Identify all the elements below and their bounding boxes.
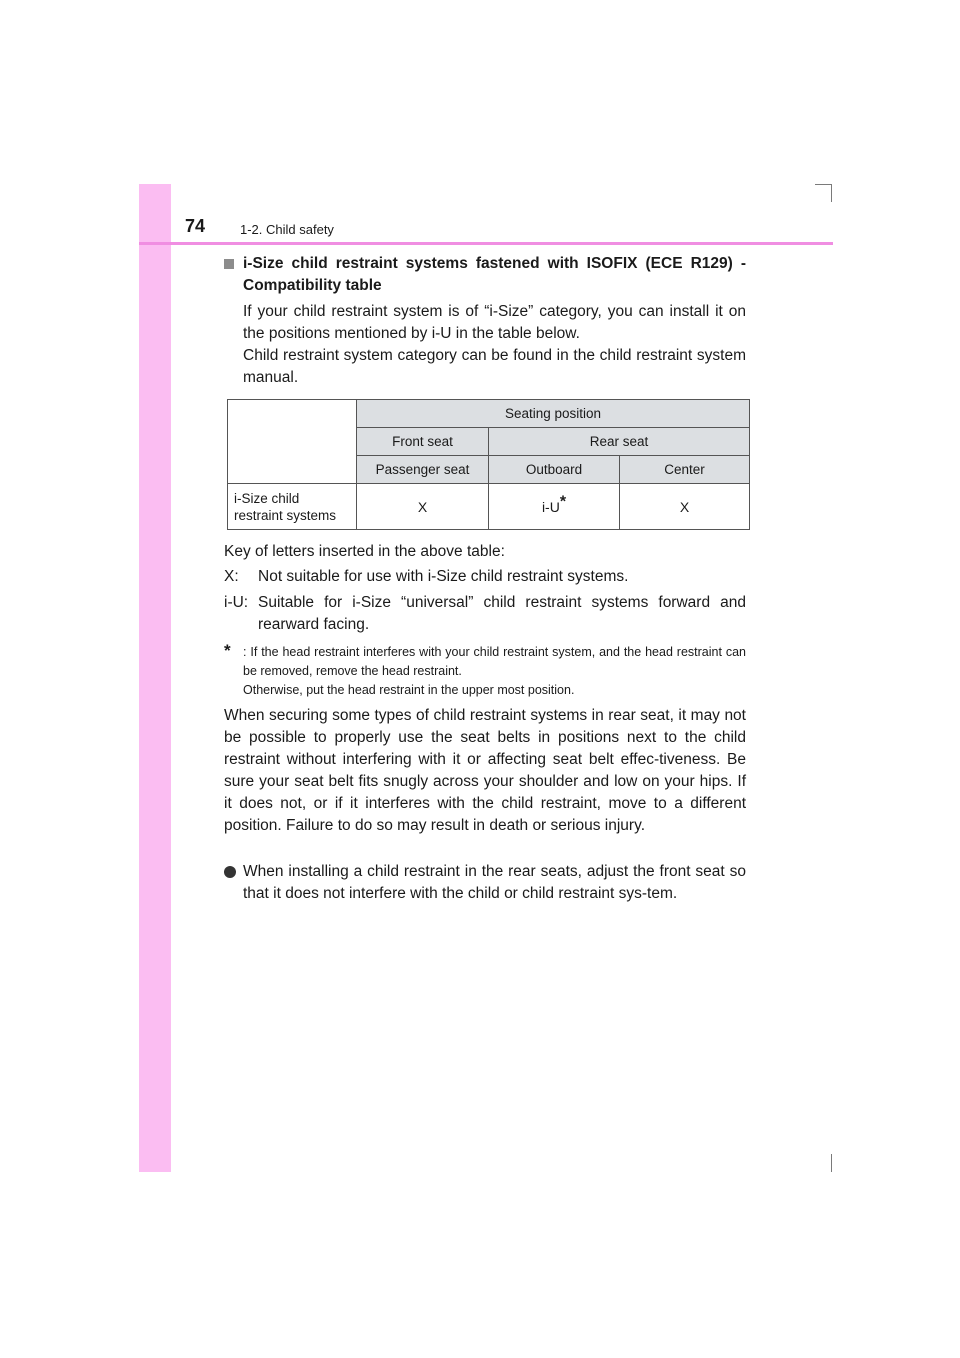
page-number: 74 [185,216,206,236]
key-x-definition: Not suitable for use with i-Size child restraint systems. [258,568,629,585]
footnote-text-1: : If the head restraint interferes with your child restraint system, and the head restraint can be removed, remove the head restraint. [243,645,746,678]
crop-mark-top [815,184,831,185]
passenger-seat-header: Passenger seat [357,456,489,484]
footnote-mark: * [224,641,231,660]
seating-position-header: Seating position [357,400,750,428]
round-bullet-icon [224,866,236,878]
bullet-item [224,861,746,905]
outboard-value-text: i-U [541,498,560,515]
key-x-term: X: [224,568,239,585]
footnote-text-2: Otherwise, put the head restraint in the upper most position. [243,683,575,697]
footnote-asterisk: * [559,492,567,510]
crop-mark-top-vertical [831,184,832,202]
table-corner-cell [228,400,357,484]
center-value: X [620,484,750,530]
outboard-value [489,484,620,530]
front-seat-header: Front seat [357,428,489,456]
square-bullet-icon [224,259,234,269]
warning-paragraph: When securing some types of child restraint systems in rear seat, it may not be possible to properly use the seat belts in positions next to the child restraint without interfering with it or affecting seat belt effec-tiveness. Be sure your seat belt fits snugly across your shoulder and low on your hips. If it does not, or if it interferes with the child restraint, move to a different position. Failure to do so may result in death or serious injury. [224,707,746,834]
header-rule [139,242,833,245]
footnote [224,643,746,700]
bullet-text: When installing a child restraint in the rear seats, adjust the front seat so that it does not interfere with the child or child restraint sys-tem. [243,863,746,902]
passenger-seat-value: X [357,484,489,530]
section-heading [224,253,746,297]
heading-text: i-Size child restraint systems fastened with ISOFIX (ECE R129) - Compatibility table [243,255,746,294]
compatibility-table [227,399,750,530]
intro-paragraph-2: Child restraint system category can be found in the child restraint system manual. [243,347,746,386]
outboard-header: Outboard [489,456,620,484]
key-iu-definition: Suitable for i-Size “universal” child restraint systems forward and rearward facing. [258,594,746,633]
intro-paragraph-1: If your child restraint system is of “i-Size” category, you can install it on the positions mentioned by i-U in the table below. [243,303,746,342]
center-header: Center [620,456,750,484]
row-label-isize: i-Size child restraint systems [228,484,357,530]
side-tab-bar [139,184,171,1172]
key-iu-term: i-U: [224,594,249,611]
key-iu [224,592,746,636]
section-title: 1-2. Child safety [240,222,334,237]
key-title: Key of letters inserted in the above table: [224,543,505,560]
key-x [224,566,746,588]
rear-seat-header: Rear seat [489,428,750,456]
crop-mark-bottom [831,1154,832,1172]
